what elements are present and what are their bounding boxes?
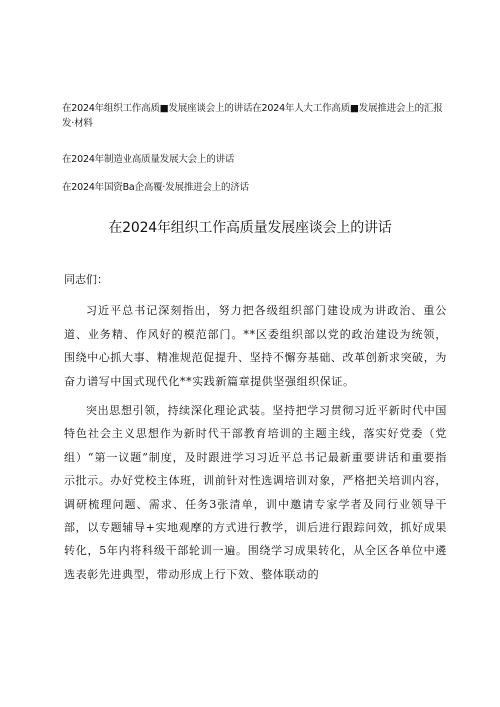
toc-item[interactable]: 在2024年国资Ba企高覆·发展推进会上的济话: [62, 182, 249, 193]
body-paragraph: 习近平总书记深刻指出，努力把各级组织部门建设成为讲政治、重公道、业务精、作风好的模范部门。**区委组织部以党的政治建设为统领，围绕中心抓大事、精准规范促提升、坚持不懈夯基础、改革创新求突破，为奋力谱写中国式现代化**实践新篇章提供坚强组织保证。: [64, 304, 447, 388]
document-title: 在2024年组织工作高质量发展座谈会上的讲话: [108, 220, 392, 236]
document-body: [64, 268, 447, 592]
toc-item[interactable]: 在2024年组织工作高质■发展座谈会上的讲话在2024年人大工作高质■发展推进会上的汇报发·材料: [62, 103, 443, 129]
toc-item[interactable]: 在2024年制造业高质量发展大会上的讲话: [62, 154, 235, 165]
body-paragraph: 突出思想引领，持续深化理论武装。坚持把学习贯彻习近平新时代中国特色社会主义思想作为新时代干部教育培训的主题主线，落实好党委（党组）“第一议题”制度，及时跟进学习习近平总书记最新重要讲话和重要指示批示。办好党校主体班，训前针对性选调培训对象，严格把关培训内容，调研梳理问题、需求、任务3张清单，训中邀请专家学者及同行业领导干部，以专题辅导+实地观摩的方式进行教学，训后进行跟踪问效，抓好成果转化，5年内将科级干部轮训一遍。围绕学习成果转化，从全区各单位中遴选表彰先进典型，带动形成上行下效、整体联动的: [64, 404, 447, 581]
salutation: 同志们：: [64, 273, 108, 286]
